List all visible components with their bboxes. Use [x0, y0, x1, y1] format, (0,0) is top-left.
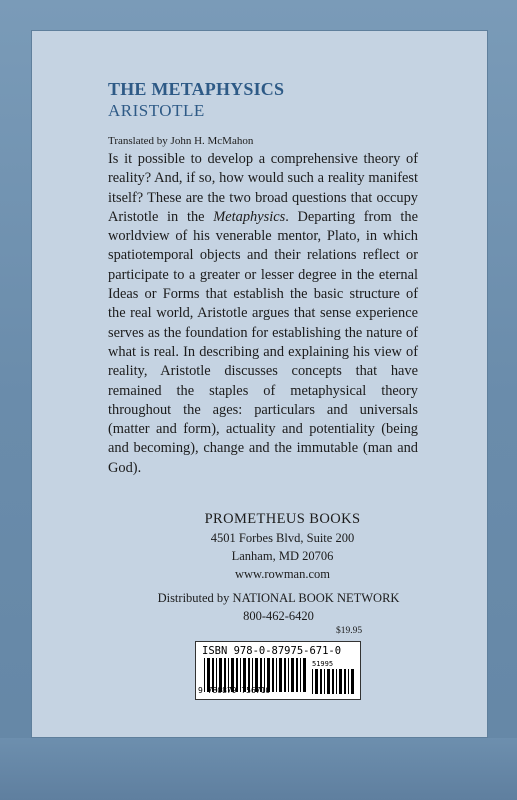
distribution-phone: 800-462-6420 [243, 609, 314, 623]
barcode-bar [327, 669, 330, 694]
barcode-bar [284, 658, 286, 692]
barcode-bar [288, 658, 289, 692]
bottom-strip [0, 738, 517, 800]
publisher-website: www.rowman.com [234, 567, 330, 581]
isbn-text: ISBN 978-0-87975-671-0 [202, 645, 342, 657]
ean-number: 9 780879 756710 [198, 686, 271, 695]
book-title: THE METAPHYSICS [108, 79, 285, 99]
barcode-bar [332, 669, 334, 694]
barcode-bar [339, 669, 342, 694]
barcode-bar [348, 669, 349, 694]
barcode-bar [276, 658, 277, 692]
barcode-bar [351, 669, 354, 694]
barcode-bar [296, 658, 298, 692]
barcode-bar [300, 658, 301, 692]
barcode-bar [303, 658, 306, 692]
barcode-bar [315, 669, 318, 694]
barcode-price-code: 51995 [312, 660, 334, 668]
barcode-bar [320, 669, 322, 694]
barcode-bar [279, 658, 282, 692]
distribution-line: Distributed by NATIONAL BOOK NETWORK [157, 591, 400, 605]
translator-credit: Translated by John H. McMahon [108, 135, 254, 147]
price-label: $19.95 [336, 626, 363, 636]
description-part-1: Is it possible to develop a comprehensive theory of reality? And, if so, how would such a reality manifest itself? These are the two broad questions that occupy Aristotle in the [108, 151, 418, 225]
barcode-bar [272, 658, 274, 692]
barcode-bar [291, 658, 294, 692]
barcode-bar [344, 669, 346, 694]
isbn-barcode [195, 641, 361, 700]
publisher-city: Lanham, MD 20706 [231, 549, 334, 563]
publisher-name: PROMETHEUS BOOKS [204, 511, 361, 527]
publisher-address: 4501 Forbes Blvd, Suite 200 [210, 531, 355, 545]
barcode-bar [312, 669, 313, 694]
barcode-bar [336, 669, 337, 694]
book-author: ARISTOTLE [108, 101, 205, 120]
book-description [108, 150, 418, 478]
barcode-bar [324, 669, 325, 694]
description-part-2: . Departing from the worldview of his venerable mentor, Plato, in which spatiotemporal objects and their relations reflect or participate to a greater or lesser degree in the eternal Ideas or Forms that establish the basic structure of the real world, Aristotle argues that sense experience serves as the foundation for establishing the nature of what is real. In describing and explaining his view of reality, Aristotle discusses concepts that have remained the staples of metaphysical theory throughout the ages: particulars and universals (matter and form), actuality and potentiality (being and becoming), change and the immutable (man and God). [108, 208, 418, 476]
description-italic-title: Metaphysics [213, 208, 286, 225]
